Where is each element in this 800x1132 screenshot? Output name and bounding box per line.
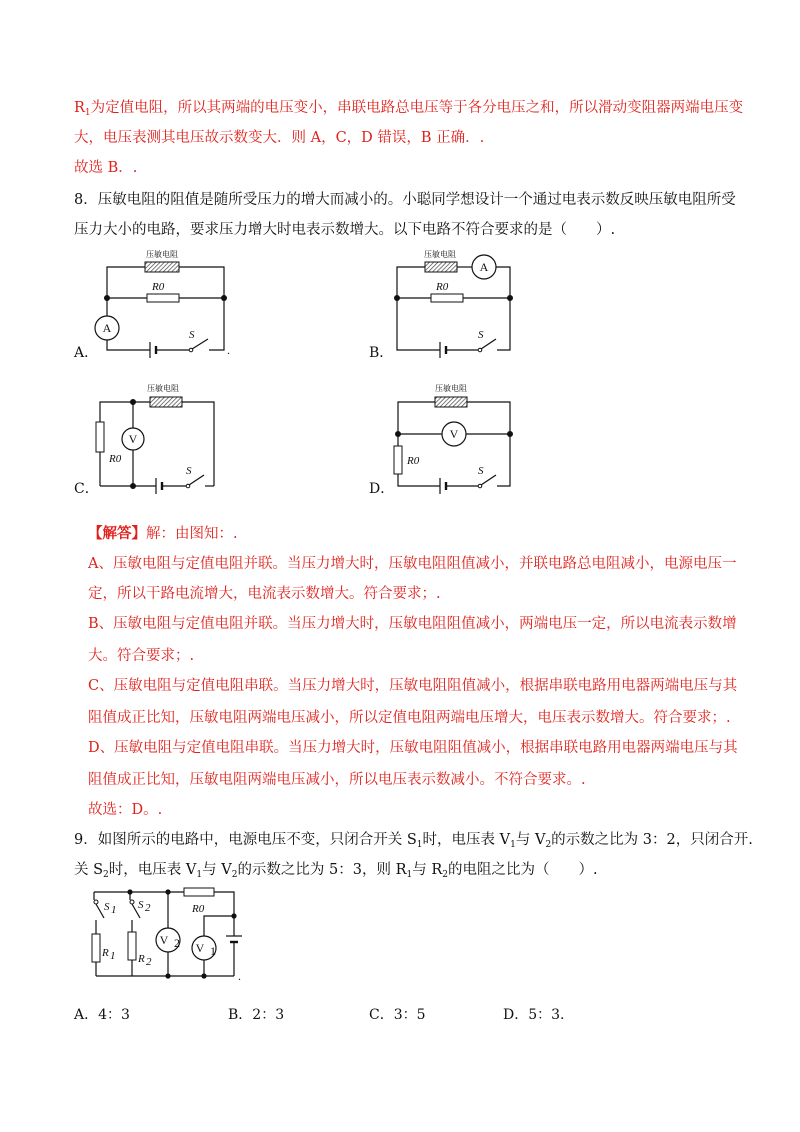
- q9-choice-b: B．2：3: [228, 1007, 285, 1023]
- svg-text:S: S: [138, 899, 144, 911]
- pressure-resistor-label: 压敏电阻: [435, 384, 467, 393]
- pressure-resistor-label: 压敏电阻: [424, 250, 456, 259]
- svg-text:2: 2: [174, 936, 180, 950]
- r0-label: R0: [407, 455, 420, 467]
- svg-text:S: S: [478, 465, 484, 477]
- resistor-r1: [92, 934, 100, 962]
- svg-text:S: S: [186, 465, 192, 477]
- pressure-resistor-label: 压敏电阻: [146, 250, 178, 259]
- svg-text:S: S: [478, 329, 484, 341]
- r0-label: R0: [192, 903, 205, 915]
- q8-option-b-circuit: [388, 248, 568, 368]
- q8-answer-d-line-1: D、压敏电阻与定值电阻串联。当压力增大时，压敏电阻阻值减小，根据串联电路用电器两端电压与其: [88, 740, 738, 756]
- q8-answer-b-line-1: B、压敏电阻与定值电阻并联。当压力增大时，压敏电阻阻值减小，两端电压一定，所以电流表示数增: [88, 616, 737, 632]
- q8-answer-c-line-2: 阻值成正比知，压敏电阻两端电压减小，所以定值电阻两端电压增大，电压表示数增大。符合要求；.: [88, 710, 731, 726]
- q8-answer-choice: 故选：D。.: [88, 802, 163, 818]
- q8-option-c-circuit: [90, 382, 230, 497]
- fixed-resistor-r0: [96, 422, 104, 452]
- q8-option-d-circuit: [388, 382, 538, 497]
- pressure-resistor: [425, 262, 457, 272]
- q9-choice-d: D．5：3.: [503, 1007, 565, 1023]
- svg-text:R: R: [138, 953, 145, 965]
- svg-text:2: 2: [146, 956, 152, 968]
- svg-text:V: V: [159, 933, 169, 947]
- svg-text:V: V: [128, 432, 138, 446]
- q9-question-line-1: 9．如图所示的电路中，电源电压不变，只闭合开关 $S_1$时，电压表 $V_1$与 $V_2$的示数之比为 3：2，只闭合开.: [74, 832, 753, 850]
- r0-label: R0: [436, 281, 449, 293]
- fixed-resistor-r0: [431, 294, 463, 302]
- svg-text:A: A: [479, 260, 489, 274]
- resistor-r0: [184, 888, 214, 896]
- resistor-r2: [128, 932, 136, 960]
- q8-option-a-letter: A．: [74, 345, 99, 361]
- svg-text:.: .: [227, 343, 230, 357]
- q9-choice-a: A．4：3: [74, 1007, 130, 1023]
- svg-text:A: A: [102, 321, 112, 335]
- q9-question-line-2: 关 $S_2$时，电压表 $V_1$与 $V_2$的示数之比为 5：3，则 $R_1$与 $R_2$的电阻之比为（ ）.: [74, 862, 598, 880]
- q7-explanation-line-2: 大，电压表测其电压故示数变大．则 A，C，D 错误，B 正确．.: [74, 130, 485, 146]
- q7-explanation-line-1: $R_1$为定值电阻，所以其两端的电压变小，串联电路总电压等于各分电压之和，所以滑动变阻器两端电压变: [74, 100, 744, 118]
- q8-option-d-letter: D．: [369, 481, 395, 497]
- q8-answer-a-line-1: A、压敏电阻与定值电阻并联。当压力增大时，压敏电阻阻值减小，并联电路总电阻减小，电源电压一: [88, 556, 737, 572]
- svg-text:1: 1: [111, 904, 117, 916]
- fixed-resistor-r0: [147, 294, 179, 302]
- q8-option-b-letter: B．: [369, 345, 394, 361]
- svg-text:V: V: [449, 427, 459, 441]
- svg-text:R: R: [102, 947, 109, 959]
- q8-answer-c-line-1: C、压敏电阻与定值电阻串联。当压力增大时，压敏电阻阻值减小，根据串联电路用电器两端电压与其: [88, 678, 738, 694]
- q8-option-a-circuit: [72, 248, 252, 368]
- q8-answer-heading: 【解答】解：由图知：.: [88, 525, 238, 542]
- pressure-resistor: [150, 397, 182, 407]
- q8-answer-b-line-2: 大。符合要求；.: [88, 648, 195, 664]
- pressure-resistor: [435, 397, 467, 407]
- switch-s1: [96, 904, 104, 918]
- q8-question-line-2: 压力大小的电路，要求压力增大时电表示数增大。以下电路不符合要求的是（ ）.: [74, 222, 616, 238]
- svg-text:SS1: S: [104, 901, 110, 913]
- pressure-resistor: [145, 262, 179, 272]
- svg-text:S: S: [189, 329, 195, 341]
- q8-option-c-letter: C．: [74, 481, 99, 497]
- svg-text:V: V: [195, 941, 205, 955]
- svg-text:1: 1: [110, 950, 116, 962]
- svg-text:2: 2: [145, 902, 151, 914]
- q8-answer-d-line-2: 阻值成正比知，压敏电阻两端电压减小，所以电压表示数减小。不符合要求。.: [88, 772, 586, 788]
- q7-answer-line: 故选 B．.: [74, 160, 138, 176]
- q8-answer-a-line-2: 定，所以干路电流增大，电流表示数增大。符合要求；.: [88, 586, 441, 602]
- svg-text:.: .: [238, 969, 241, 983]
- q8-question-line-1: 8．压敏电阻的阻值是随所受压力的增大而减小的。小聪同学想设计一个通过电表示数反映压敏电阻所受: [74, 192, 736, 208]
- pressure-resistor-label: 压敏电阻: [147, 384, 179, 393]
- q9-circuit: [84, 886, 254, 986]
- fixed-resistor-r0: [394, 446, 402, 474]
- q9-choice-c: C．3：5: [369, 1007, 426, 1023]
- r0-label: R0: [109, 453, 122, 465]
- svg-text:1: 1: [210, 944, 216, 958]
- r0-label: R0: [152, 281, 165, 293]
